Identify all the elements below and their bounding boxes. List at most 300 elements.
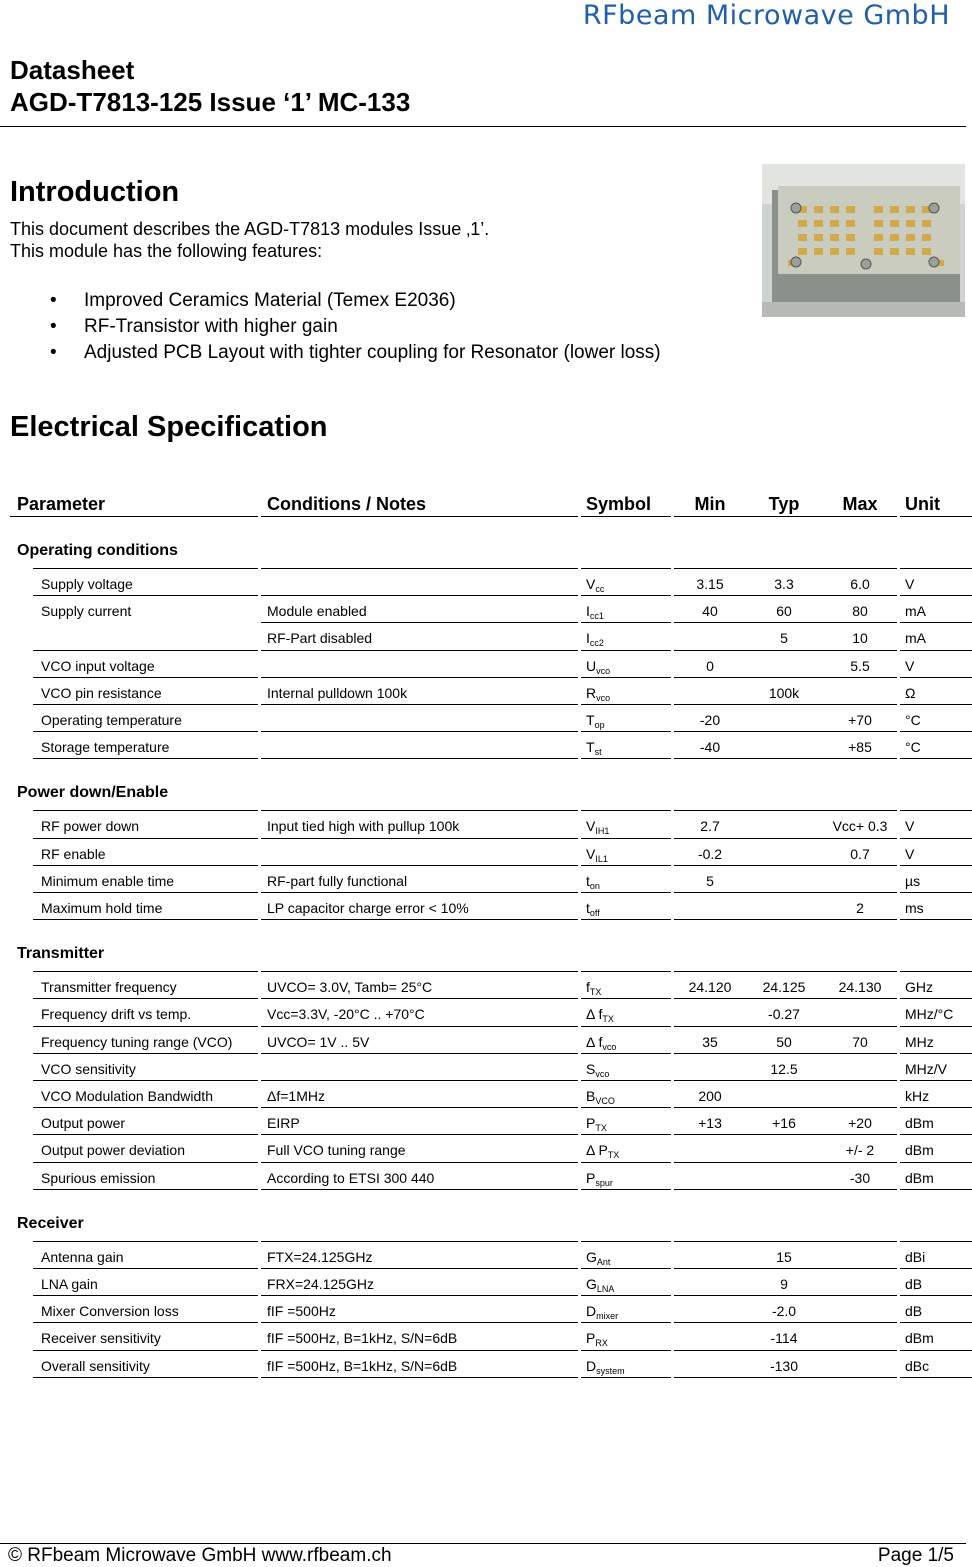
condition-cell: fIF =500Hz, B=1kHz, S/N=6dB <box>267 1357 458 1374</box>
row-divider <box>900 838 972 839</box>
symbol-cell <box>586 658 610 676</box>
typ-cell: 100k <box>768 684 800 701</box>
symbol-main: P <box>586 1330 596 1347</box>
row-divider <box>581 731 671 732</box>
col-max: Max <box>842 494 878 514</box>
condition-cell: UVCO= 3.0V, Tamb= 25°C <box>267 979 433 996</box>
condition-cell: Full VCO tuning range <box>267 1142 406 1159</box>
symbol-cell <box>586 603 604 621</box>
row-divider <box>674 731 897 732</box>
unit-cell: Ω <box>905 684 916 701</box>
param-cell: Output power <box>41 1115 126 1132</box>
symbol-main: R <box>586 684 597 701</box>
row-divider <box>900 677 972 678</box>
row-divider <box>261 595 578 596</box>
min-cell: -40 <box>699 739 721 756</box>
section-title: Power down/Enable <box>17 784 169 802</box>
symbol-main: D <box>586 1303 597 1320</box>
symbol-subscript: cc <box>595 584 605 594</box>
condition-cell: fIF =500Hz <box>267 1303 336 1320</box>
condition-cell: According to ETSI 300 440 <box>267 1169 435 1186</box>
row-divider <box>900 1268 972 1269</box>
typ-cell: 50 <box>776 1033 792 1050</box>
symbol-cell <box>586 1303 618 1321</box>
symbol-cell <box>586 1115 607 1133</box>
feature-item: • Adjusted PCB Layout with tighter coupling for Resonator (lower loss) <box>50 340 661 366</box>
symbol-cell <box>586 1358 625 1376</box>
row-divider <box>900 1134 972 1135</box>
row-divider <box>261 1241 578 1242</box>
condition-cell: RF-part fully functional <box>267 872 408 889</box>
col-min: Min <box>694 494 726 514</box>
symbol-cell <box>586 1034 616 1052</box>
row-divider <box>900 1322 972 1323</box>
symbol-subscript: TX <box>589 987 602 998</box>
row-divider <box>581 1053 671 1054</box>
symbol-main: G <box>586 1276 597 1292</box>
row-divider <box>900 1053 972 1054</box>
symbol-subscript: vco <box>602 1041 617 1052</box>
row-divider <box>900 1377 972 1378</box>
symbol-subscript: st <box>594 747 602 758</box>
doc-id: AGD-T7813-125 Issue ‘1’ MC-133 <box>10 87 411 117</box>
row-divider <box>674 1377 897 1378</box>
typ-cell: 12.5 <box>770 1060 798 1077</box>
row-divider <box>33 1162 258 1163</box>
row-divider <box>581 838 671 839</box>
symbol-subscript: system <box>596 1365 625 1376</box>
param-cell: Output power deviation <box>41 1142 185 1159</box>
row-divider <box>33 1053 258 1054</box>
symbol-main: S <box>586 1060 596 1077</box>
unit-cell: mA <box>905 630 926 647</box>
condition-cell: UVCO= 1V .. 5V <box>267 1033 370 1050</box>
row-divider <box>900 568 972 569</box>
min-cell: -20 <box>699 712 721 728</box>
feature-item: • RF-Transistor with higher gain <box>50 314 661 340</box>
row-divider <box>581 1268 671 1269</box>
symbol-main: I <box>586 630 590 647</box>
row-divider <box>674 1295 897 1296</box>
symbol-cell <box>586 1088 615 1106</box>
row-divider <box>674 677 897 678</box>
param-cell: VCO pin resistance <box>41 684 162 701</box>
condition-cell: EIRP <box>267 1115 300 1132</box>
condition-cell: LP capacitor charge error < 10% <box>267 900 469 916</box>
row-divider <box>261 1189 578 1190</box>
param-cell: VCO Modulation Bandwidth <box>41 1088 213 1104</box>
symbol-subscript: off <box>589 908 600 918</box>
symbol-main: Δ f <box>586 1033 603 1050</box>
row-divider <box>261 704 578 705</box>
footer-divider <box>0 1543 966 1544</box>
row-divider <box>581 1162 671 1163</box>
symbol-subscript: RX <box>595 1338 608 1349</box>
doc-type: Datasheet <box>10 55 135 85</box>
intro-line-1: This document describes the AGD-T7813 modules Issue ‚1’. <box>10 219 490 239</box>
row-divider <box>33 1350 258 1351</box>
symbol-cell <box>586 873 600 891</box>
row-divider <box>261 1377 578 1378</box>
min-cell: 2.7 <box>700 818 720 835</box>
row-divider <box>900 731 972 732</box>
symbol-main: t <box>586 872 590 889</box>
symbol-cell <box>586 979 601 997</box>
unit-cell: V <box>905 576 915 592</box>
row-divider <box>33 650 258 651</box>
row-divider <box>900 1026 972 1027</box>
row-divider <box>674 1350 897 1351</box>
row-divider <box>261 998 578 999</box>
symbol-cell <box>586 900 600 918</box>
row-divider <box>261 810 578 811</box>
row-divider <box>900 622 972 623</box>
symbol-subscript: mixer <box>596 1311 619 1322</box>
symbol-cell <box>586 1006 614 1024</box>
param-cell: Spurious emission <box>41 1169 156 1186</box>
row-divider <box>581 1322 671 1323</box>
unit-cell: µs <box>905 872 921 889</box>
symbol-cell <box>586 1061 609 1079</box>
row-divider <box>900 1162 972 1163</box>
symbol-main: V <box>586 845 596 862</box>
min-cell: +13 <box>698 1115 722 1132</box>
symbol-subscript: LNA <box>596 1284 615 1294</box>
row-divider <box>674 1026 897 1027</box>
row-divider <box>33 1189 258 1190</box>
row-divider <box>261 650 578 651</box>
row-divider <box>33 704 258 705</box>
row-divider <box>261 731 578 732</box>
row-divider <box>674 516 897 517</box>
unit-cell: °C <box>905 712 921 728</box>
row-divider <box>261 1107 578 1108</box>
symbol-cell <box>586 1170 613 1188</box>
max-cell: +/- 2 <box>845 1142 875 1159</box>
unit-cell: MHz <box>905 1033 934 1050</box>
symbol-subscript: op <box>594 720 605 730</box>
param-cell: Maximum hold time <box>41 900 163 916</box>
row-divider <box>261 919 578 920</box>
row-divider <box>674 568 897 569</box>
max-cell: Vcc+ 0.3 <box>832 818 888 835</box>
typ-cell: 60 <box>776 603 792 620</box>
row-divider <box>33 892 258 893</box>
row-divider <box>33 758 258 759</box>
row-divider <box>674 758 897 759</box>
col-unit: Unit <box>905 494 940 514</box>
row-divider <box>33 865 258 866</box>
typ-cell: -114 <box>770 1330 798 1347</box>
row-divider <box>33 1026 258 1027</box>
row-divider <box>261 1053 578 1054</box>
row-divider <box>261 568 578 569</box>
symbol-cell <box>586 576 604 594</box>
symbol-main: G <box>586 1248 597 1265</box>
row-divider <box>581 919 671 920</box>
intro-heading: Introduction <box>10 176 180 208</box>
symbol-main: t <box>586 900 590 916</box>
max-cell: 2 <box>856 900 864 916</box>
row-divider <box>261 516 578 517</box>
param-cell: Storage temperature <box>41 739 170 756</box>
symbol-cell <box>586 712 605 730</box>
param-cell: VCO sensitivity <box>41 1060 136 1077</box>
symbol-subscript: vco <box>596 665 611 676</box>
condition-cell: FTX=24.125GHz <box>267 1248 373 1265</box>
max-cell: 10 <box>852 630 868 647</box>
param-cell: Antenna gain <box>41 1248 124 1265</box>
row-divider <box>674 1134 897 1135</box>
row-divider <box>261 677 578 678</box>
col-conditions: Conditions / Notes <box>267 494 426 514</box>
row-divider <box>261 622 578 623</box>
max-cell: 5.5 <box>850 657 870 674</box>
condition-cell: Module enabled <box>267 603 367 620</box>
row-divider <box>581 1134 671 1135</box>
row-divider <box>581 1295 671 1296</box>
min-cell: 0 <box>706 657 714 674</box>
param-cell: RF enable <box>41 845 106 862</box>
max-cell: +85 <box>848 739 872 756</box>
row-divider <box>33 1322 258 1323</box>
company-name: RFbeam Microwave GmbH <box>582 0 950 31</box>
col-parameter: Parameter <box>17 494 106 514</box>
symbol-cell <box>586 739 602 757</box>
row-divider <box>900 1295 972 1296</box>
max-cell: 70 <box>852 1033 868 1050</box>
row-divider <box>33 731 258 732</box>
row-divider <box>581 1377 671 1378</box>
unit-cell: MHz/°C <box>905 1006 954 1023</box>
row-divider <box>581 865 671 866</box>
param-cell: VCO input voltage <box>41 657 155 674</box>
min-cell: 24.120 <box>688 979 732 996</box>
page-number: Page 1/5 <box>877 1545 954 1566</box>
symbol-main: T <box>586 739 595 756</box>
row-divider <box>674 1322 897 1323</box>
section-title: Transmitter <box>17 945 105 963</box>
unit-cell: dBm <box>905 1142 934 1159</box>
symbol-subscript: IL1 <box>595 853 608 864</box>
row-divider <box>900 810 972 811</box>
unit-cell: dB <box>905 1303 923 1320</box>
row-divider <box>900 704 972 705</box>
row-divider <box>581 892 671 893</box>
intro-line-2: This module has the following features: <box>10 241 323 261</box>
row-divider <box>261 838 578 839</box>
symbol-cell <box>586 1249 610 1267</box>
row-divider <box>900 516 972 517</box>
param-cell: Overall sensitivity <box>41 1357 150 1374</box>
row-divider <box>33 810 258 811</box>
symbol-main: Δ P <box>586 1142 608 1159</box>
symbol-subscript: TX <box>602 1014 614 1025</box>
symbol-main: V <box>586 818 596 835</box>
symbol-cell <box>586 846 608 864</box>
row-divider <box>581 677 671 678</box>
max-cell: 24.130 <box>838 979 882 996</box>
typ-cell: -2.0 <box>771 1303 797 1320</box>
symbol-subscript: TX <box>607 1150 620 1161</box>
unit-cell: V <box>905 657 915 674</box>
param-cell: Minimum enable time <box>41 872 175 889</box>
row-divider <box>581 595 671 596</box>
typ-cell: 24.125 <box>762 979 806 996</box>
row-divider <box>33 919 258 920</box>
symbol-main: I <box>586 603 590 620</box>
min-cell: -0.2 <box>697 845 723 862</box>
row-divider <box>33 838 258 839</box>
max-cell: 6.0 <box>850 576 870 592</box>
unit-cell: kHz <box>905 1088 930 1104</box>
row-divider <box>581 758 671 759</box>
condition-cell: RF-Part disabled <box>267 630 373 647</box>
row-divider <box>33 1295 258 1296</box>
condition-cell: FRX=24.125GHz <box>267 1276 374 1292</box>
unit-cell: °C <box>905 739 921 756</box>
row-divider <box>581 1241 671 1242</box>
row-divider <box>33 971 258 972</box>
row-divider <box>261 758 578 759</box>
symbol-main: f <box>586 979 590 996</box>
symbol-subscript: cc2 <box>589 638 604 649</box>
unit-cell: dB <box>905 1276 923 1292</box>
row-divider <box>674 1268 897 1269</box>
row-divider <box>674 1107 897 1108</box>
row-divider <box>261 1162 578 1163</box>
max-cell: -30 <box>849 1169 871 1186</box>
symbol-main: Δ f <box>586 1006 603 1023</box>
section-title: Receiver <box>17 1214 84 1232</box>
row-divider <box>900 998 972 999</box>
row-divider <box>261 1350 578 1351</box>
row-divider <box>674 1162 897 1163</box>
row-divider <box>900 595 972 596</box>
row-divider <box>674 1080 897 1081</box>
param-cell: LNA gain <box>41 1276 98 1292</box>
condition-cell: Vcc=3.3V, -20°C .. +70°C <box>267 1006 425 1023</box>
row-divider <box>674 1053 897 1054</box>
unit-cell: dBi <box>905 1248 926 1265</box>
condition-cell: Input tied high with pullup 100k <box>267 818 460 835</box>
condition-cell: fIF =500Hz, B=1kHz, S/N=6dB <box>267 1330 458 1347</box>
symbol-subscript: cc1 <box>589 611 604 622</box>
row-divider <box>900 892 972 893</box>
symbol-main: P <box>586 1169 596 1186</box>
row-divider <box>674 650 897 651</box>
row-divider <box>674 1241 897 1242</box>
param-cell: Frequency drift vs temp. <box>41 1006 192 1023</box>
row-divider <box>581 1080 671 1081</box>
typ-cell: 3.3 <box>774 576 794 592</box>
footer-copyright: © RFbeam Microwave GmbH www.rfbeam.ch <box>8 1545 392 1566</box>
max-cell: +20 <box>848 1115 872 1132</box>
row-divider <box>261 1295 578 1296</box>
row-divider <box>33 1377 258 1378</box>
unit-cell: ms <box>905 900 924 916</box>
unit-cell: V <box>905 845 915 862</box>
spec-heading: Electrical Specification <box>10 411 328 443</box>
symbol-cell <box>586 630 604 648</box>
typ-cell: 5 <box>780 630 788 647</box>
row-divider <box>674 704 897 705</box>
row-divider <box>581 810 671 811</box>
unit-cell: MHz/V <box>905 1060 947 1077</box>
row-divider <box>261 865 578 866</box>
row-divider <box>581 516 671 517</box>
row-divider <box>900 865 972 866</box>
row-divider <box>261 1134 578 1135</box>
param-cell: Supply voltage <box>41 576 133 592</box>
section-title: Operating conditions <box>17 542 178 559</box>
symbol-cell <box>586 685 610 703</box>
row-divider <box>900 1080 972 1081</box>
symbol-main: U <box>586 657 597 674</box>
row-divider <box>581 568 671 569</box>
min-cell: 5 <box>706 872 714 889</box>
row-divider <box>33 1107 258 1108</box>
row-divider <box>33 1134 258 1135</box>
row-divider <box>33 568 258 569</box>
param-cell: RF power down <box>41 818 140 835</box>
row-divider <box>674 810 897 811</box>
max-cell: +70 <box>848 712 872 728</box>
row-divider <box>674 919 897 920</box>
symbol-subscript: vco <box>596 692 611 703</box>
row-divider <box>900 1241 972 1242</box>
row-divider <box>261 1322 578 1323</box>
symbol-subscript: Ant <box>596 1256 611 1267</box>
typ-cell: -130 <box>769 1357 799 1374</box>
param-cell: Frequency tuning range (VCO) <box>41 1033 233 1050</box>
row-divider <box>900 1350 972 1351</box>
row-divider <box>581 1189 671 1190</box>
row-divider <box>674 595 897 596</box>
row-divider <box>33 1268 258 1269</box>
unit-cell: V <box>905 818 915 835</box>
unit-cell: GHz <box>905 979 933 996</box>
row-divider <box>261 1268 578 1269</box>
row-divider <box>33 1241 258 1242</box>
symbol-subscript: VCO <box>595 1096 615 1106</box>
symbol-cell <box>586 818 609 836</box>
param-cell: Supply current <box>41 603 132 620</box>
row-divider <box>33 595 258 596</box>
min-cell: 3.15 <box>696 576 724 592</box>
feature-item: • Improved Ceramics Material (Temex E2036) <box>50 288 661 314</box>
row-divider <box>674 998 897 999</box>
row-divider <box>674 838 897 839</box>
symbol-main: V <box>586 576 596 592</box>
row-divider <box>900 650 972 651</box>
condition-cell: Δf=1MHz <box>267 1088 325 1104</box>
row-divider <box>261 971 578 972</box>
row-divider <box>900 1107 972 1108</box>
param-cell: Operating temperature <box>41 712 182 728</box>
typ-cell: 15 <box>776 1248 792 1265</box>
max-cell: 80 <box>852 603 868 620</box>
row-divider <box>674 622 897 623</box>
row-divider <box>900 758 972 759</box>
symbol-main: T <box>586 712 595 728</box>
symbol-cell <box>586 1142 619 1160</box>
unit-cell: mA <box>905 603 926 620</box>
typ-cell: -0.27 <box>768 1006 800 1023</box>
unit-cell: dBc <box>905 1357 930 1374</box>
row-divider <box>900 971 972 972</box>
row-divider <box>581 1107 671 1108</box>
